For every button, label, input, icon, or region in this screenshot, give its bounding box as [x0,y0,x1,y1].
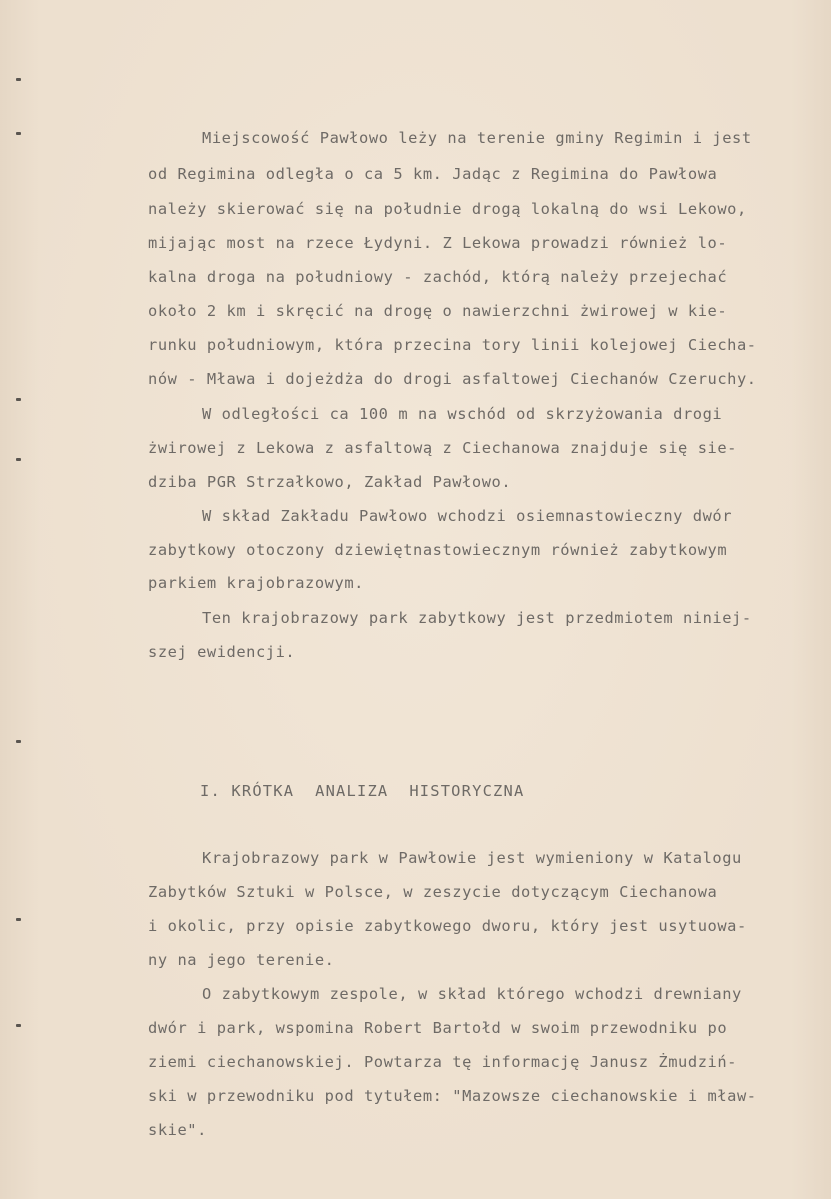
paragraph-line: ny na jego terenie. [148,951,335,969]
section-heading: I. KRÓTKA ANALIZA HISTORYCZNA [200,782,525,800]
paragraph-line: Zabytków Sztuki w Polsce, w zeszycie dotyczącym Ciechanowa [148,883,718,901]
binding-hole-mark [16,132,21,135]
binding-hole-mark [16,1024,21,1027]
paragraph-line: dziba PGR Strzałkowo, Zakład Pawłowo. [148,473,512,491]
paragraph-line: Ten krajobrazowy park zabytkowy jest przedmiotem niniej- [202,609,752,627]
paragraph-line: W skład Zakładu Pawłowo wchodzi osiemnastowieczny dwór [202,507,733,525]
paragraph-line: dwór i park, wspomina Robert Bartołd w swoim przewodniku po [148,1019,728,1037]
paragraph-line: około 2 km i skręcić na drogę o nawierzchni żwirowej w kie- [148,302,728,320]
paragraph-line: parkiem krajobrazowym. [148,574,364,592]
paragraph-line: Krajobrazowy park w Pawłowie jest wymieniony w Katalogu [202,849,742,867]
paragraph-line: zabytkowy otoczony dziewiętnastowiecznym również zabytkowym [148,541,728,559]
paragraph-line: ski w przewodniku pod tytułem: "Mazowsze ciechanowskie i mław- [148,1087,757,1105]
paragraph-line: skie". [148,1121,207,1139]
binding-hole-mark [16,458,21,461]
binding-hole-mark [16,740,21,743]
paragraph-line: W odległości ca 100 m na wschód od skrzyżowania drogi [202,405,723,423]
binding-hole-mark [16,918,21,921]
binding-hole-mark [16,398,21,401]
paragraph-line: szej ewidencji. [148,643,296,661]
paragraph-line: od Regimina odległa o ca 5 km. Jadąc z Regimina do Pawłowa [148,165,718,183]
paragraph-line: żwirowej z Lekowa z asfaltową z Ciechanowa znajduje się sie- [148,439,737,457]
paragraph-line: nów - Mława i dojeżdża do drogi asfaltowej Ciechanów Czeruchy. [148,370,757,388]
paragraph-line: i okolic, przy opisie zabytkowego dworu, który jest usytuowa- [148,917,747,935]
paragraph-line: należy skierować się na południe drogą lokalną do wsi Lekowo, [148,200,747,218]
paragraph-line: O zabytkowym zespole, w skład którego wchodzi drewniany [202,985,742,1003]
paragraph-line: kalna droga na południowy - zachód, którą należy przejechać [148,268,728,286]
binding-hole-mark [16,78,21,81]
paragraph-line: runku południowym, która przecina tory linii kolejowej Ciecha- [148,336,757,354]
paragraph-line: ziemi ciechanowskiej. Powtarza tę informację Janusz Żmudziń- [148,1053,737,1071]
paragraph-line: Miejscowość Pawłowo leży na terenie gminy Regimin i jest [202,129,752,147]
paragraph-line: mijając most na rzece Łydyni. Z Lekowa prowadzi również lo- [148,234,728,252]
